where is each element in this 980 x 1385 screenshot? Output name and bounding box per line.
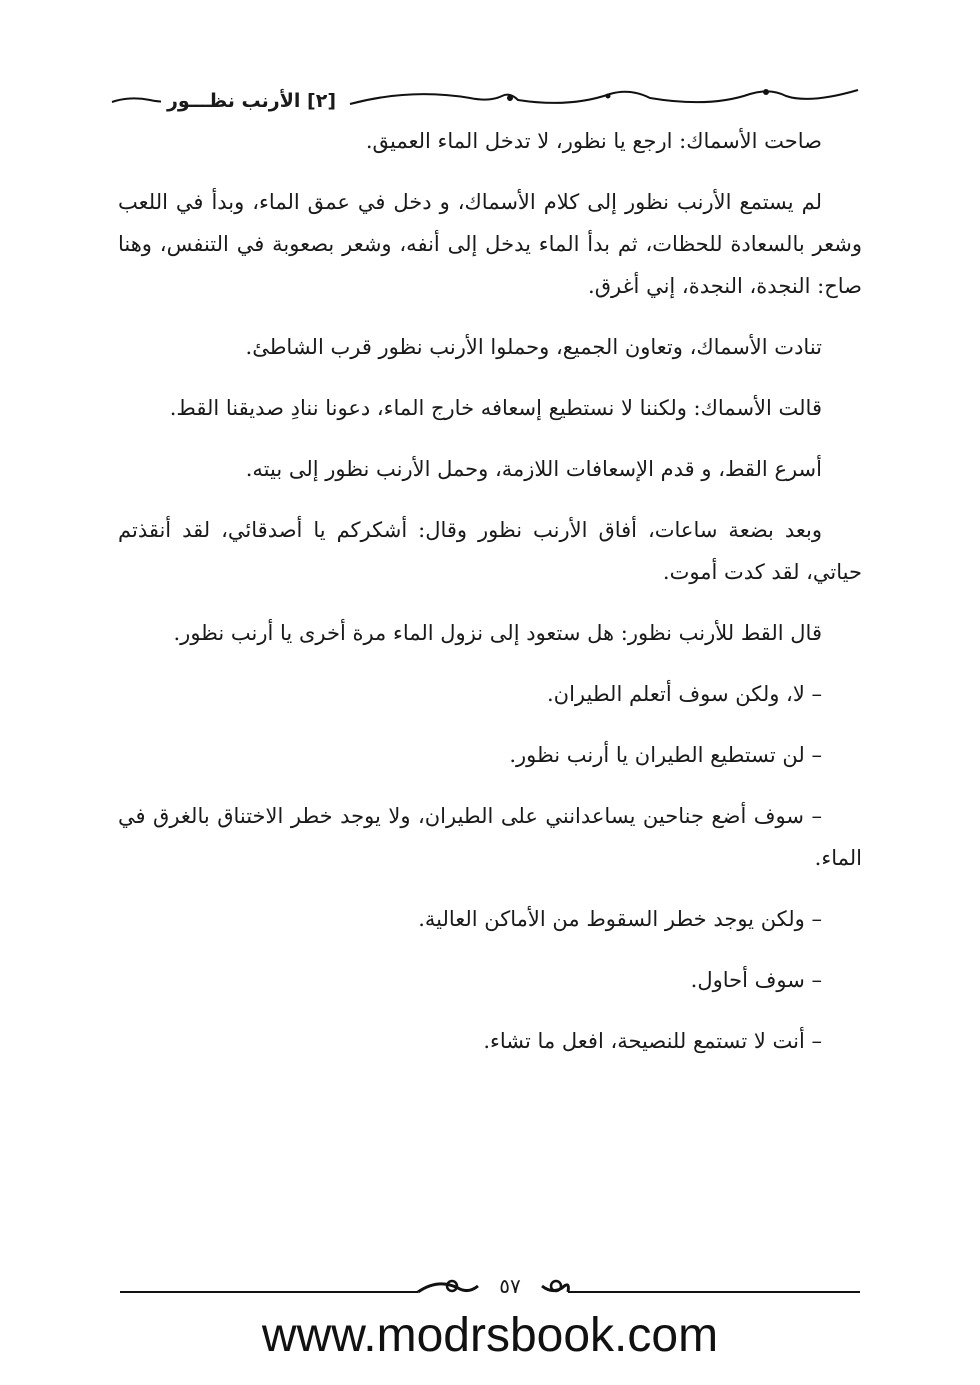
page-number: ٥٧ — [484, 1274, 536, 1298]
dialog-line: – لن تستطيع الطيران يا أرنب نظور. — [509, 743, 822, 767]
story-paragraph: صاحت الأسماك: ارجع يا نظور، لا تدخل الماء العميق. — [365, 129, 822, 153]
story-paragraph: تنادت الأسماك، وتعاون الجميع، وحملوا الأرنب نظور قرب الشاطئ. — [245, 335, 822, 359]
chapter-title: [٢] الأرنب نظـــور — [161, 90, 342, 112]
story-paragraph: قال القط للأرنب نظور: هل ستعود إلى نزول الماء مرة أخرى يا أرنب نظور. — [173, 621, 822, 645]
story-paragraph: قالت الأسماك: ولكننا لا نستطيع إسعافه خارج الماء، دعونا ننادِ صديقنا القط. — [169, 396, 822, 420]
page-header — [110, 78, 860, 124]
dialog-line: – أنت لا تستمع للنصيحة، افعل ما تشاء. — [483, 1029, 822, 1053]
story-paragraph: وبعد بضعة ساعات، أفاق الأرنب نظور وقال: أشكركم يا أصدقائي، لقد أنقذتم حياتي، لقد كدت أموت. — [118, 518, 862, 584]
story-paragraph: أسرع القط، و قدم الإسعافات اللازمة، وحمل الأرنب نظور إلى بيته. — [245, 457, 822, 481]
dialog-line: – ولكن يوجد خطر السقوط من الأماكن العالية. — [418, 907, 822, 931]
page-footer — [118, 1268, 862, 1308]
dialog-line: – لا، ولكن سوف أتعلم الطيران. — [546, 682, 822, 706]
dialog-line: – سوف أضع جناحين يساعدانني على الطيران، ولا يوجد خطر الاختناق بالغرق في الماء. — [118, 804, 862, 870]
website-watermark: www.modrsbook.com — [261, 1309, 719, 1362]
story-paragraph: لم يستمع الأرنب نظور إلى كلام الأسماك، و دخل في عمق الماء، وبدأ في اللعب وشعر بالسعادة للحظات، ثم بدأ الماء يدخل إلى أنفه، وشعر بصعوبة في التنفس، وهنا صاح: النجدة، النجدة، إني أغرق. — [118, 190, 862, 298]
story-body — [118, 120, 862, 1081]
dialog-line: – سوف أحاول. — [690, 968, 822, 992]
